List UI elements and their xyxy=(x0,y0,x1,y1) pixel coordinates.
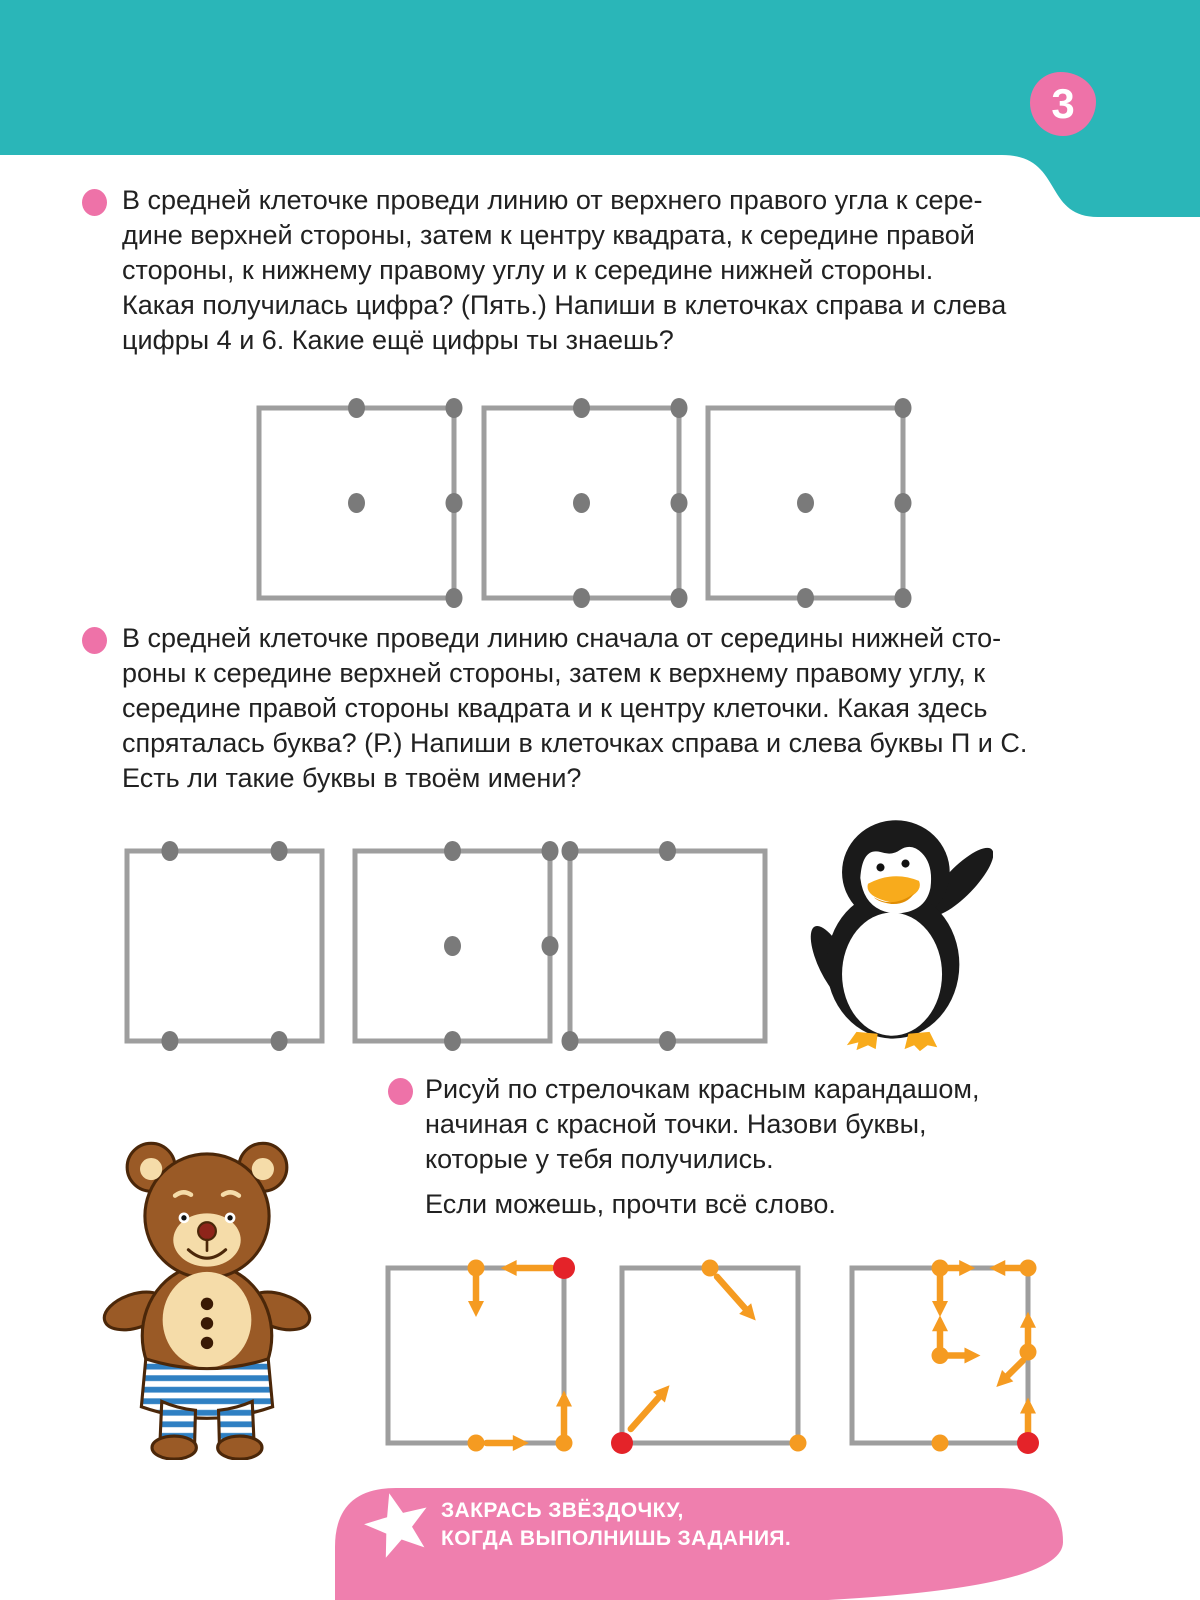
task1-line: дине верхней стороны, затем к центру квадрата, к середине правой xyxy=(122,220,975,250)
direction-arrow-head xyxy=(989,1260,1005,1276)
start-dot xyxy=(611,1432,633,1454)
exercise-square-svg xyxy=(370,1250,582,1461)
task2-line: Есть ли такие буквы в твоём имени? xyxy=(122,763,582,793)
grid-dot xyxy=(895,493,912,513)
task2-line: спряталась буква? (Р.) Напиши в клеточках справа и слева буквы П и С. xyxy=(122,728,1028,758)
path-dot xyxy=(556,1435,573,1452)
task2-bullet-icon xyxy=(82,627,107,654)
grid-dot xyxy=(895,398,912,418)
task1-line: цифры 4 и 6. Какие ещё цифры ты знаешь? xyxy=(122,325,674,355)
grid-dot xyxy=(562,1031,579,1051)
path-dot xyxy=(932,1435,949,1452)
path-dot xyxy=(1020,1260,1037,1277)
task3-text xyxy=(425,1072,1200,1222)
path-dot xyxy=(932,1347,949,1364)
grid-dot xyxy=(797,588,814,608)
grid-dot xyxy=(446,493,463,513)
task3-line: Рисуй по стрелочкам красным карандашом, xyxy=(425,1074,980,1104)
direction-arrow xyxy=(631,1393,663,1429)
star-icon xyxy=(358,1486,438,1566)
task2-text xyxy=(122,621,1028,796)
task2-line: В средней клеточке проведи линию сначала от середины нижней сто- xyxy=(122,623,1002,653)
exercise-square-svg xyxy=(466,390,697,616)
grid-dot xyxy=(797,493,814,513)
direction-arrow-head xyxy=(468,1301,484,1317)
grid-dot xyxy=(671,588,688,608)
task3-line: Если можешь, прочти всё слово. xyxy=(425,1189,836,1219)
start-dot xyxy=(553,1257,575,1279)
grid-dot xyxy=(161,841,178,861)
grid-dot xyxy=(446,398,463,418)
direction-arrow-head xyxy=(932,1315,948,1331)
exercise-square xyxy=(622,1268,798,1443)
exercise-square-svg xyxy=(241,390,472,616)
direction-arrow-head xyxy=(556,1391,572,1407)
grid-dot xyxy=(573,588,590,608)
grid-dot xyxy=(671,493,688,513)
grid-dot xyxy=(659,1031,676,1051)
direction-arrow xyxy=(717,1277,749,1313)
grid-dot xyxy=(271,841,288,861)
path-dot xyxy=(468,1260,485,1277)
exercise-square xyxy=(570,851,765,1041)
grid-dot xyxy=(671,398,688,418)
grid-dot xyxy=(444,1031,461,1051)
path-dot xyxy=(790,1435,807,1452)
exercise-square-svg xyxy=(690,390,921,616)
grid-dot xyxy=(161,1031,178,1051)
direction-arrow-head xyxy=(501,1260,517,1276)
exercise-square-svg xyxy=(337,833,568,1059)
grid-dot xyxy=(659,841,676,861)
task3-bullet-icon xyxy=(388,1078,413,1105)
task3-line: которые у тебя получились. xyxy=(425,1144,774,1174)
task1-text xyxy=(122,183,1022,358)
direction-arrow-head xyxy=(959,1260,975,1276)
start-dot xyxy=(1017,1432,1039,1454)
grid-dot xyxy=(895,588,912,608)
direction-arrow-head xyxy=(513,1435,529,1451)
grid-dot xyxy=(348,398,365,418)
path-dot xyxy=(932,1260,949,1277)
grid-dot xyxy=(446,588,463,608)
exercise-square-svg xyxy=(109,833,340,1059)
path-dot xyxy=(1020,1344,1037,1361)
exercise-square xyxy=(127,851,322,1041)
grid-dot xyxy=(444,841,461,861)
task1-bullet-icon xyxy=(82,189,107,216)
grid-dot xyxy=(573,398,590,418)
footer-line1: ЗАКРАСЬ ЗВЁЗДОЧКУ, xyxy=(441,1499,684,1522)
grid-dot xyxy=(444,936,461,956)
exercise-square-svg xyxy=(834,1250,1046,1461)
task3-line: начиная с красной точки. Назови буквы, xyxy=(425,1109,927,1139)
footer-instruction xyxy=(441,1497,791,1553)
direction-arrow-head xyxy=(932,1301,948,1317)
task1-line: В средней клеточке проведи линию от верхнего правого угла к сере- xyxy=(122,185,983,215)
direction-arrow-head xyxy=(1020,1312,1036,1328)
task1-line: стороны, к нижнему правому углу и к середине нижней стороны. xyxy=(122,255,934,285)
grid-dot xyxy=(348,493,365,513)
grid-dot xyxy=(562,841,579,861)
teddy-bear-illustration xyxy=(94,1130,320,1460)
path-dot xyxy=(468,1435,485,1452)
direction-arrow-head xyxy=(1020,1398,1036,1414)
task2-line: середине правой стороны квадрата и к центру клеточки. Какая здесь xyxy=(122,693,988,723)
page-number: 3 xyxy=(1051,80,1075,127)
task2-line: роны к середине верхней стороны, затем к верхнему правому углу, к xyxy=(122,658,986,688)
grid-dot xyxy=(573,493,590,513)
grid-dot xyxy=(271,1031,288,1051)
direction-arrow-head xyxy=(964,1348,980,1364)
exercise-square-svg xyxy=(552,833,783,1059)
path-dot xyxy=(702,1260,719,1277)
footer-line2: КОГДА ВЫПОЛНИШЬ ЗАДАНИЯ. xyxy=(441,1527,792,1550)
exercise-square-svg xyxy=(604,1250,816,1461)
task1-line: Какая получилась цифра? (Пять.) Напиши в клеточках справа и слева xyxy=(122,290,1007,320)
penguin-illustration xyxy=(793,803,993,1053)
